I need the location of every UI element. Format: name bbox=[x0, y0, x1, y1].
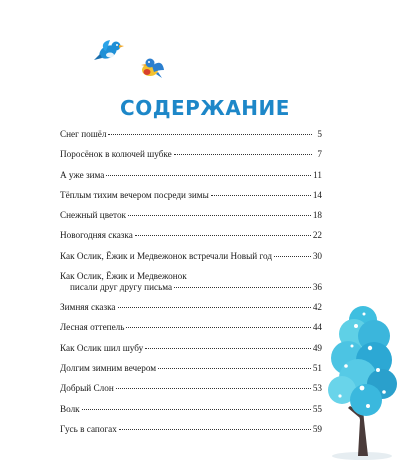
toc-entry[interactable] bbox=[60, 363, 322, 374]
bird-yellow-icon bbox=[141, 59, 164, 79]
toc-entry-page: 30 bbox=[312, 250, 322, 261]
leader-dots bbox=[108, 134, 312, 135]
toc-entry-page: 51 bbox=[312, 363, 322, 374]
toc-entry-page: 11 bbox=[313, 169, 322, 180]
toc-entry-title: Поросёнок в колючей шубке bbox=[60, 149, 172, 160]
leader-dots bbox=[128, 215, 311, 216]
toc-entry-page: 22 bbox=[312, 230, 322, 241]
toc-entry-title: Снег пошёл bbox=[60, 129, 107, 139]
toc-entry[interactable] bbox=[60, 302, 322, 313]
page-title: СОДЕРЖАНИЕ bbox=[120, 96, 290, 120]
winter-tree-illustration bbox=[318, 300, 408, 462]
toc-entry-title: Зимняя сказка bbox=[60, 302, 116, 313]
toc-entry-page: 36 bbox=[312, 281, 322, 292]
toc-entry-page: 14 bbox=[312, 189, 322, 200]
leader-dots bbox=[145, 348, 311, 349]
toc-entry-title: Долгим зимним вечером bbox=[60, 363, 157, 374]
leader-dots bbox=[158, 368, 311, 369]
toc-entry-title: Новогодняя сказка bbox=[60, 230, 133, 241]
toc-entry-title: Как Ослик шил шубу bbox=[60, 342, 144, 353]
leader-dots bbox=[174, 154, 312, 155]
toc-entry-title: А уже зима bbox=[60, 169, 105, 180]
toc-entry-title: Лесная оттепель bbox=[60, 322, 125, 333]
toc-entry-title: Гусь в сапогах bbox=[60, 423, 117, 434]
leader-dots bbox=[119, 429, 311, 430]
leader-dots bbox=[274, 256, 311, 257]
toc-entry-page: 18 bbox=[312, 210, 322, 221]
leader-dots bbox=[118, 307, 311, 308]
toc-entry-page: 7 bbox=[317, 149, 322, 160]
toc-entry-title: Как Ослик, Ёжик и Медвежонок встречали Новый год bbox=[60, 250, 272, 261]
bird-blue-icon bbox=[94, 40, 124, 61]
toc-entry[interactable] bbox=[60, 190, 322, 201]
toc-entry[interactable] bbox=[60, 149, 322, 160]
leader-dots bbox=[126, 327, 310, 328]
table-of-contents bbox=[60, 129, 322, 444]
toc-entry[interactable] bbox=[60, 210, 322, 221]
toc-entry[interactable] bbox=[60, 271, 322, 293]
toc-entry-title: Снежный цветок bbox=[60, 210, 127, 221]
toc-entry-page: 49 bbox=[312, 342, 322, 353]
toc-entry-page: 59 bbox=[312, 423, 322, 434]
toc-entry-title: писали друг другу письма bbox=[70, 281, 173, 292]
leader-dots bbox=[106, 175, 311, 176]
toc-entry[interactable] bbox=[60, 383, 322, 394]
toc-entry-title-line1: Как Ослик, Ёжик и Медвежонок bbox=[60, 271, 187, 282]
toc-entry[interactable] bbox=[60, 404, 322, 415]
toc-entry-title: Волк bbox=[60, 403, 80, 414]
toc-entry[interactable] bbox=[60, 343, 322, 354]
toc-entry[interactable] bbox=[60, 424, 322, 435]
birds-illustration bbox=[92, 36, 172, 86]
toc-entry-page: 5 bbox=[317, 129, 322, 139]
toc-entry[interactable] bbox=[60, 322, 322, 333]
toc-entry-page: 42 bbox=[312, 302, 322, 313]
toc-entry-page: 55 bbox=[312, 403, 322, 414]
toc-entry[interactable] bbox=[60, 170, 322, 181]
toc-entry-page: 53 bbox=[312, 383, 322, 394]
toc-entry-title: Тёплым тихим вечером посреди зимы bbox=[60, 189, 209, 200]
toc-entry-title: Добрый Слон bbox=[60, 383, 114, 394]
toc-entry[interactable] bbox=[60, 129, 322, 140]
leader-dots bbox=[82, 409, 311, 410]
leader-dots bbox=[174, 287, 311, 288]
leader-dots bbox=[135, 235, 311, 236]
leader-dots bbox=[116, 388, 311, 389]
leader-dots bbox=[211, 195, 311, 196]
toc-entry[interactable] bbox=[60, 251, 322, 262]
toc-entry[interactable] bbox=[60, 230, 322, 241]
toc-entry-page: 44 bbox=[312, 322, 322, 333]
